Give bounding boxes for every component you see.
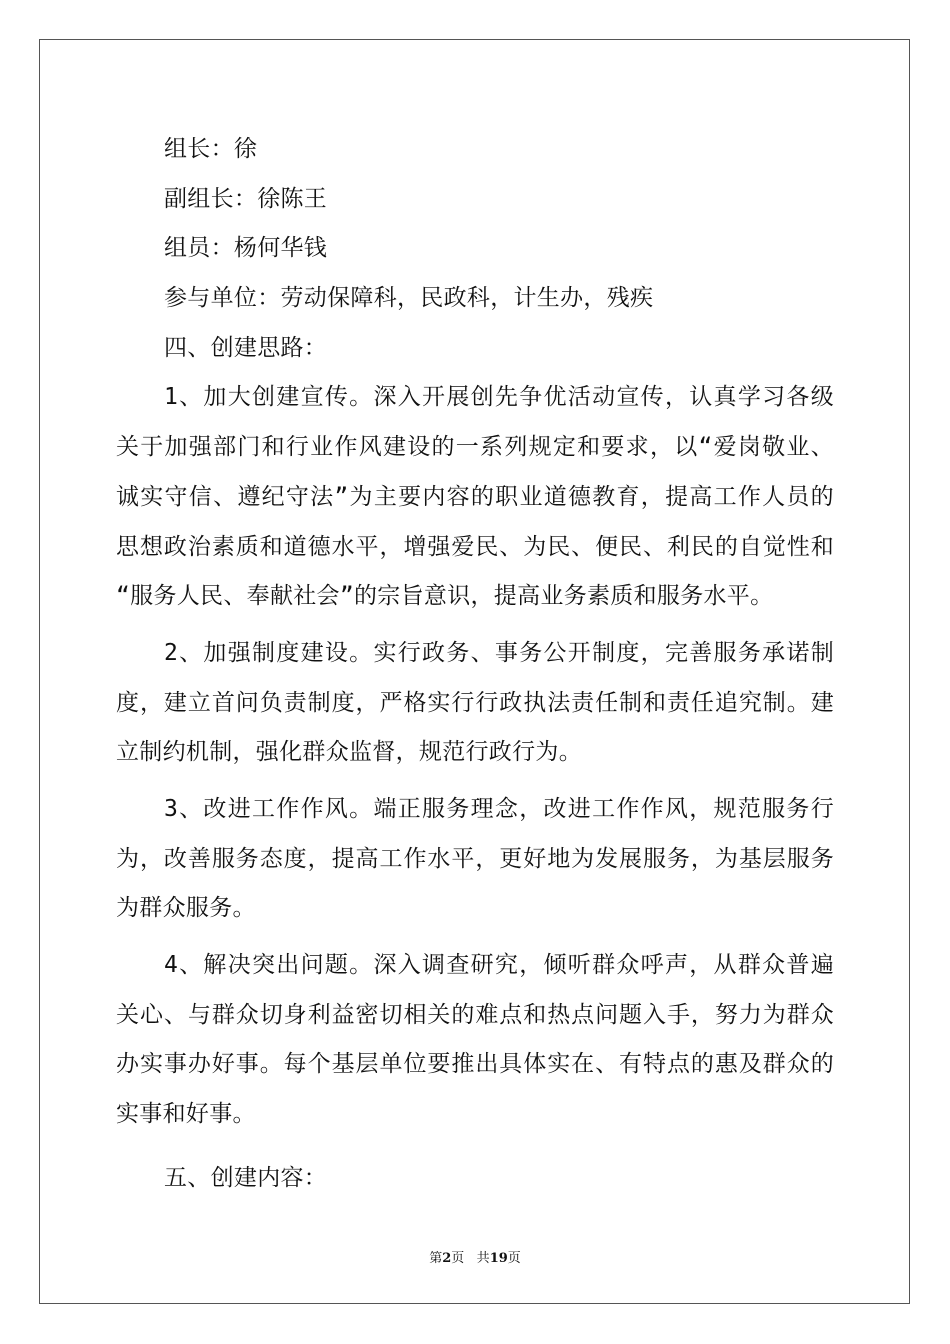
paragraph-3-line: 为，改善服务态度，提高工作水平，更好地为发展服务，为基层服务 (116, 845, 834, 872)
participating-units-line: 参与单位：劳动保障科，民政科，计生办，残疾 (164, 285, 654, 312)
paragraph-3-line: 3、改进工作作风。端正服务理念，改进工作作风，规范服务行 (164, 795, 834, 822)
total-page-count: 19 (489, 1251, 508, 1266)
members-line: 组员：杨何华钱 (164, 235, 328, 262)
leader-line: 组长：徐 (164, 136, 258, 162)
paragraph-2-line: 立制约机制，强化群众监督，规范行政行为。 (116, 739, 582, 766)
deputy-leader-line: 副组长：徐陈王 (164, 185, 328, 212)
paragraph-1-line: 思想政治素质和道德水平，增强爱民、为民、便民、利民的自觉性和 (116, 533, 834, 560)
paragraph-2-line: 度，建立首问负责制度，严格实行行政执法责任制和责任追究制。建 (116, 689, 834, 716)
paragraph-1-line: 1、加大创建宣传。深入开展创先争优活动宣传，认真学习各级 (164, 384, 834, 411)
paragraph-gap (116, 1140, 834, 1154)
current-page-number: 2 (442, 1251, 452, 1266)
paragraph-2-line: 2、加强制度建设。实行政务、事务公开制度，完善服务承诺制 (164, 639, 834, 666)
paragraph-3-line: 为群众服务。 (116, 895, 256, 922)
paragraph-4-line: 关心、与群众切身利益密切相关的难点和热点问题入手，努力为群众 (116, 1001, 834, 1028)
paragraph-gap (116, 778, 834, 785)
paragraph-4-line: 实事和好事。 (116, 1101, 256, 1128)
paragraph-1-line: 诚实守信、遵纪守法”为主要内容的职业道德教育，提高工作人员的 (116, 483, 834, 510)
paragraph-4-line: 4、解决突出问题。深入调查研究，倾听群众呼声，从群众普遍 (164, 952, 834, 978)
total-label-prefix: 共 (476, 1251, 490, 1266)
page-label-prefix: 第 (429, 1251, 443, 1266)
page-number-footer (0, 1247, 950, 1266)
paragraph-4-line: 办实事办好事。每个基层单位要推出具体实在、有特点的惠及群众的 (116, 1051, 834, 1078)
section-heading-4: 四、创建思路： (164, 334, 328, 361)
section-heading-5: 五、创建内容： (164, 1164, 328, 1191)
paragraph-1-line: “服务人民、奉献社会”的宗旨意识，提高业务素质和服务水平。 (116, 583, 774, 610)
document-body (116, 125, 834, 1203)
total-label-suffix: 页 (507, 1251, 521, 1266)
paragraph-gap (116, 934, 834, 941)
paragraph-gap (116, 622, 834, 629)
page-label-suffix: 页 (451, 1251, 465, 1266)
paragraph-1-line: 关于加强部门和行业作风建设的一系列规定和要求，以“爱岗敬业、 (116, 434, 834, 461)
